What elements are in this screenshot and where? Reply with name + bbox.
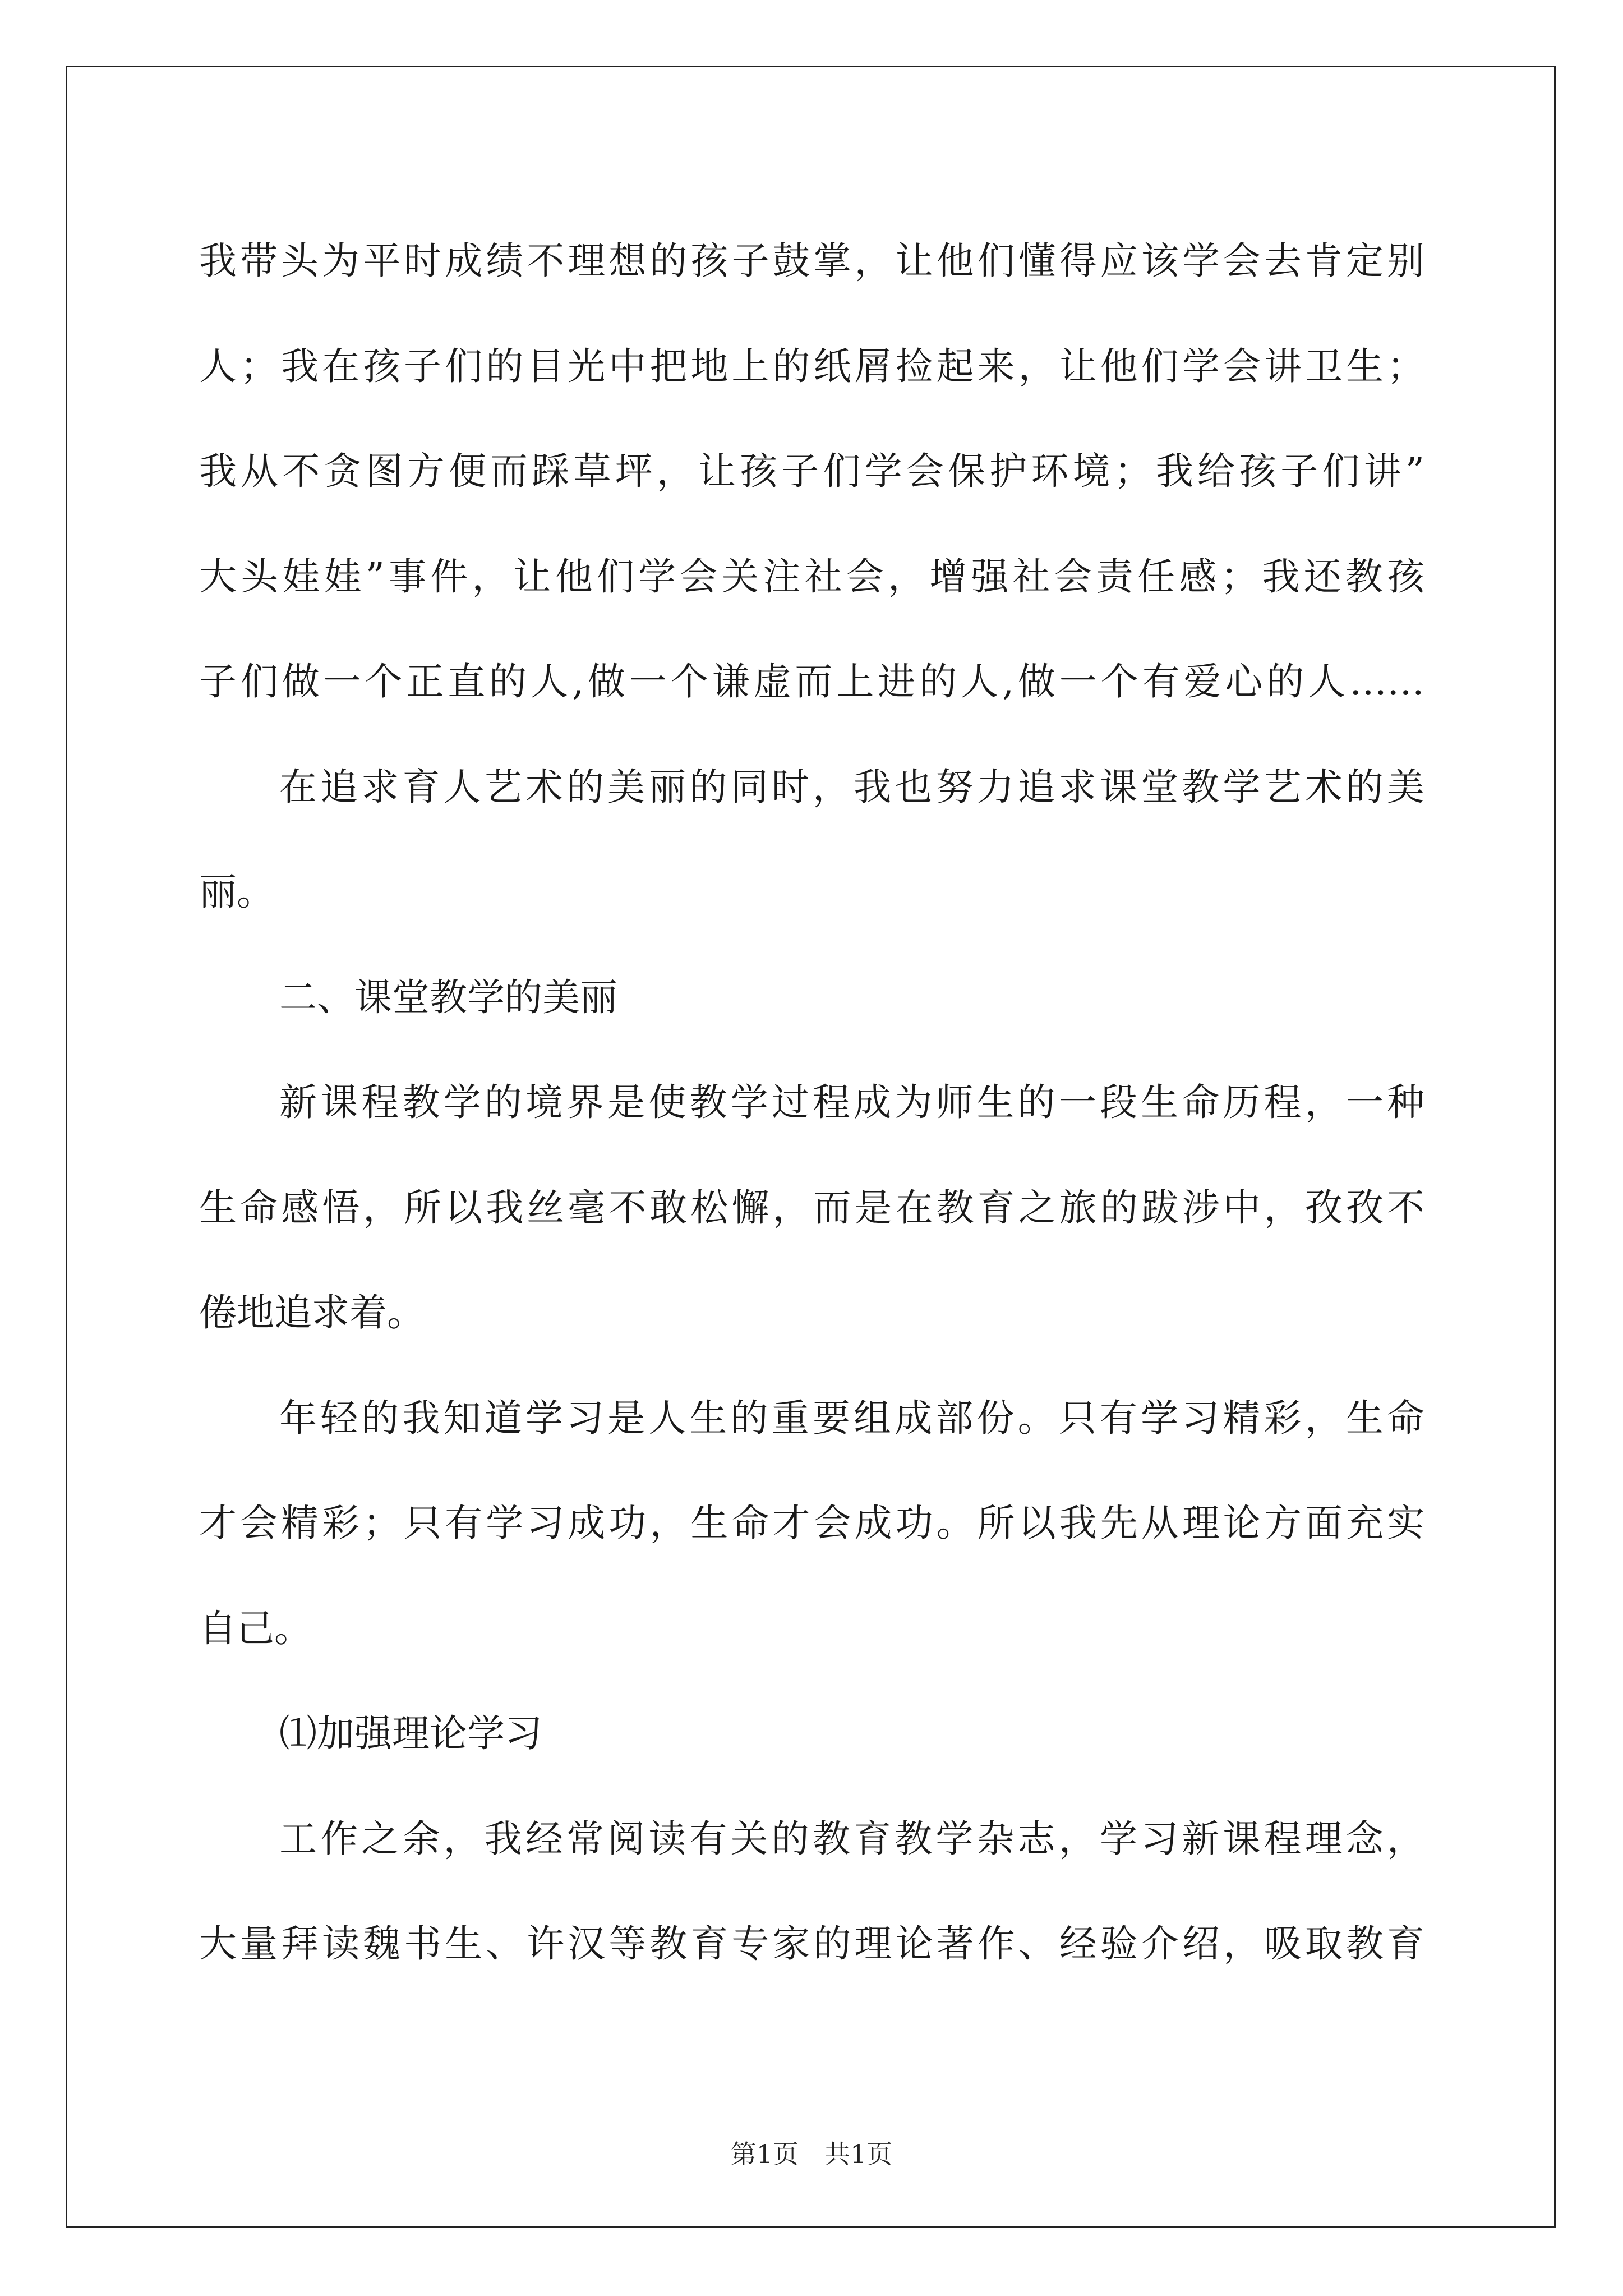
text-line: 生命感悟，所以我丝毫不敢松懈，而是在教育之旅的跋涉中，孜孜不 <box>199 1185 1424 1230</box>
text-line: 倦地追求着。 <box>199 1291 425 1335</box>
text-line: 大量拜读魏书生、许汉等教育专家的理论著作、经验介绍，吸取教育 <box>199 1922 1424 1966</box>
text-line: 我带头为平时成绩不理想的孩子鼓掌，让他们懂得应该学会去肯定别 <box>199 239 1424 283</box>
section-heading: 二、课堂教学的美丽 <box>279 975 617 1019</box>
paragraph-start-line: 年轻的我知道学习是人生的重要组成部份。只有学习精彩，生命 <box>279 1396 1424 1440</box>
page-footer: 第1页 共1页 <box>730 2139 893 2169</box>
paragraph-start-line: 工作之余，我经常阅读有关的教育教学杂志，学习新课程理念， <box>279 1816 1424 1861</box>
text-line: 人；我在孩子们的目光中把地上的纸屑捡起来，让他们学会讲卫生； <box>199 344 1424 388</box>
paragraph-start-line: 新课程教学的境界是使教学过程成为师生的一段生命历程，一种 <box>279 1080 1424 1124</box>
subsection-heading: ⑴加强理论学习 <box>279 1711 542 1755</box>
text-line: 我从不贪图方便而踩草坪，让孩子们学会保护环境；我给孩子们讲” <box>199 449 1424 493</box>
text-line: 大头娃娃”事件，让他们学会关注社会，增强社会责任感；我还教孩 <box>199 554 1424 599</box>
text-line: 自己。 <box>199 1606 312 1650</box>
text-line: 子们做一个正直的人,做一个谦虚而上进的人,做一个有爱心的人…… <box>199 660 1424 703</box>
document-body <box>199 209 1424 1997</box>
text-line: 丽。 <box>199 870 274 914</box>
paragraph-start-line: 在追求育人艺术的美丽的同时，我也努力追求课堂教学艺术的美 <box>279 765 1424 809</box>
text-line: 才会精彩；只有学习成功，生命才会成功。所以我先从理论方面充实 <box>199 1501 1424 1545</box>
